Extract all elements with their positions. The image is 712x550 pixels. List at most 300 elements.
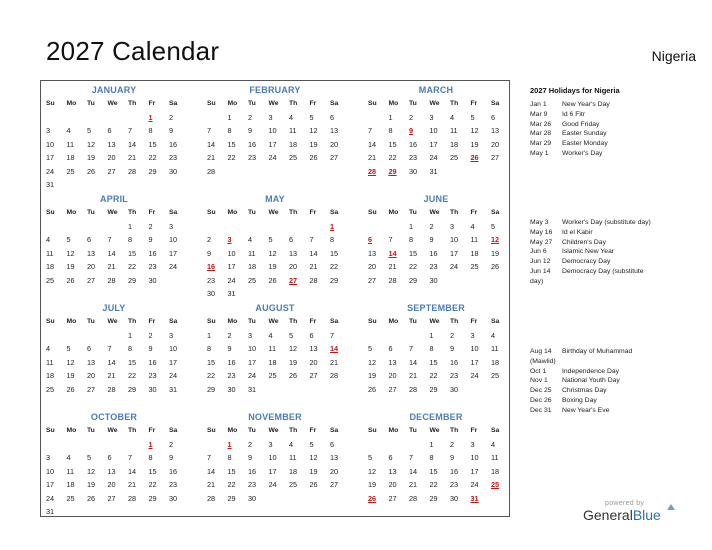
weekday-header: Fr: [148, 209, 156, 216]
weekday-header: Sa: [169, 318, 178, 325]
day: 2: [148, 330, 153, 340]
day: 2: [169, 112, 174, 122]
day: 16: [148, 248, 157, 258]
month-august: [205, 301, 345, 396]
weekday-header: Fr: [309, 209, 317, 216]
day: 24: [450, 262, 459, 271]
weekday-header: Fr: [148, 318, 156, 325]
weekday-header: Su: [46, 427, 55, 434]
weekday-header: Su: [46, 100, 55, 107]
holiday-date: day): [530, 277, 544, 285]
brand-part-blue: Blue: [632, 507, 661, 523]
day: 23: [248, 153, 257, 162]
day: 25: [268, 371, 277, 380]
day: 7: [388, 235, 393, 244]
weekday-header: Mo: [66, 100, 77, 107]
day: 7: [309, 235, 314, 244]
holiday-row: [530, 367, 700, 377]
weekday-header: Sa: [330, 100, 339, 107]
day: 11: [289, 126, 297, 135]
day: 30: [148, 384, 157, 394]
holiday-date: Jan 1: [530, 101, 547, 108]
day: 12: [66, 248, 75, 258]
blank-cell: [287, 220, 308, 234]
blank-cell: [44, 438, 65, 452]
day: 27: [87, 275, 96, 285]
brand-part-general: General: [583, 507, 633, 523]
day: 6: [330, 439, 335, 449]
weekday-header: Tu: [409, 209, 417, 216]
day: 24: [268, 480, 277, 489]
day: 16: [409, 139, 418, 149]
day: 13: [330, 126, 339, 135]
day-grid: [205, 206, 345, 301]
day: 2: [450, 330, 455, 340]
day: 10: [429, 126, 438, 135]
blank-cell: [205, 111, 226, 125]
day: 14: [309, 248, 318, 258]
weekday-header: Th: [128, 318, 137, 325]
day: 3: [268, 439, 273, 449]
holiday-date: Mar 28: [530, 130, 552, 138]
weekday-header: Fr: [470, 209, 478, 216]
day: 21: [207, 480, 216, 489]
day: 29: [227, 493, 236, 503]
day: 4: [66, 126, 71, 135]
month-name: MARCH: [418, 85, 454, 95]
day: 1: [429, 439, 434, 449]
weekday-header: Mo: [66, 427, 77, 434]
holiday-name: Children's Day: [562, 238, 606, 246]
holiday-day: 14: [330, 344, 339, 353]
holiday-day: 31: [470, 493, 479, 503]
day: 28: [309, 275, 318, 285]
day-grid: [205, 97, 345, 178]
day: 27: [107, 493, 116, 503]
day: 7: [409, 344, 414, 353]
day: 30: [450, 493, 459, 503]
day: 10: [46, 139, 55, 149]
weekday-header: Mo: [388, 318, 399, 325]
day: 17: [46, 480, 55, 489]
day: 17: [450, 248, 459, 258]
month-april: [44, 192, 184, 287]
month-november: [205, 410, 345, 505]
day: 5: [491, 221, 496, 231]
weekday-header: Su: [207, 209, 216, 216]
day: 10: [169, 344, 178, 353]
month-july: [44, 301, 184, 396]
day: 29: [409, 275, 418, 285]
day: 4: [289, 439, 294, 449]
weekday-header: Su: [46, 209, 55, 216]
holiday-row: [530, 277, 700, 287]
day: 21: [330, 357, 339, 367]
day: 15: [409, 248, 418, 258]
holiday-name: Id el Kabir: [562, 228, 593, 236]
day: 9: [169, 126, 174, 135]
weekday-header: Mo: [388, 209, 399, 216]
day: 17: [248, 357, 257, 367]
day: 1: [128, 221, 133, 231]
day: 30: [248, 493, 257, 503]
weekday-header: Su: [207, 318, 216, 325]
day: 25: [46, 275, 55, 285]
day: 11: [46, 248, 54, 258]
day: 6: [491, 112, 496, 122]
day: 18: [66, 480, 75, 489]
weekday-header: Th: [128, 209, 137, 216]
blank-cell: [106, 111, 127, 125]
weekday-header: Mo: [227, 100, 238, 107]
day: 3: [450, 221, 455, 231]
day: 22: [388, 153, 397, 162]
day: 22: [148, 153, 157, 162]
day: 16: [248, 139, 257, 149]
day: 2: [169, 439, 174, 449]
day: 20: [368, 262, 377, 271]
weekday-header: Tu: [87, 100, 95, 107]
day: 20: [289, 262, 298, 271]
day: 22: [409, 262, 418, 271]
day: 28: [409, 493, 418, 503]
day: 5: [66, 344, 71, 353]
day: 11: [450, 126, 458, 135]
weekday-header: Tu: [248, 318, 256, 325]
day: 7: [128, 453, 133, 462]
holiday-day: 16: [207, 262, 216, 271]
month-name: JULY: [102, 303, 126, 313]
day-grid: [366, 315, 506, 396]
holiday-row: [530, 120, 700, 130]
day: 15: [227, 139, 236, 149]
day-grid: [366, 97, 506, 178]
blank-cell: [387, 438, 408, 452]
weekday-header: Sa: [330, 427, 339, 434]
day: 9: [207, 248, 212, 258]
holiday-name: Id 6 Fitr: [562, 110, 586, 118]
holiday-date: (Mawlid): [530, 357, 556, 365]
day: 7: [409, 453, 414, 462]
holiday-list-q1: [530, 100, 700, 159]
day: 12: [289, 344, 298, 353]
holiday-name: New Year's Day: [562, 101, 610, 108]
day: 3: [169, 330, 174, 340]
day: 28: [107, 275, 116, 285]
day: 12: [268, 248, 277, 258]
day: 4: [46, 344, 51, 353]
day: 24: [268, 153, 277, 162]
day: 24: [470, 480, 479, 489]
day: 22: [429, 371, 438, 380]
day: 16: [450, 466, 459, 476]
day: 13: [368, 248, 377, 258]
day: 5: [309, 439, 314, 449]
day: 6: [107, 126, 112, 135]
holiday-row: [530, 376, 700, 386]
weekday-header: Su: [207, 427, 216, 434]
day: 15: [148, 139, 157, 149]
day: 15: [330, 248, 339, 258]
holiday-date: May 3: [530, 219, 549, 226]
weekday-header: Mo: [227, 318, 238, 325]
day: 25: [470, 262, 479, 271]
blank-cell: [205, 220, 226, 234]
day: 14: [107, 248, 116, 258]
month-name: OCTOBER: [90, 412, 138, 422]
day: 19: [289, 357, 298, 367]
weekday-header: Sa: [169, 427, 178, 434]
blank-cell: [387, 220, 408, 234]
day: 17: [429, 139, 438, 149]
blank-cell: [65, 111, 86, 125]
day: 12: [470, 126, 479, 135]
day: 22: [227, 153, 236, 162]
day: 8: [227, 126, 232, 135]
day: 17: [470, 357, 479, 367]
day: 27: [388, 493, 397, 503]
day: 27: [107, 166, 116, 176]
month-name: FEBRUARY: [249, 85, 301, 95]
holiday-day: 29: [388, 166, 397, 176]
day: 16: [248, 466, 257, 476]
day: 20: [330, 466, 339, 476]
day: 14: [368, 139, 377, 149]
country-label: Nigeria: [651, 48, 696, 64]
day: 19: [66, 371, 75, 380]
holiday-name: Democracy Day (substitute: [562, 267, 644, 275]
month-name: SEPTEMBER: [407, 303, 465, 313]
day: 30: [450, 384, 459, 394]
day: 23: [148, 262, 157, 271]
day: 1: [429, 330, 434, 340]
holiday-day: 1: [148, 112, 153, 122]
day: 2: [248, 112, 253, 122]
day: 2: [409, 112, 414, 122]
day: 25: [450, 153, 459, 162]
day: 26: [491, 262, 500, 271]
day: 10: [227, 248, 236, 258]
day: 31: [46, 507, 55, 516]
day: 16: [429, 248, 438, 258]
day: 27: [330, 480, 339, 489]
weekday-header: We: [107, 209, 118, 216]
day: 14: [128, 139, 137, 149]
day: 16: [169, 139, 178, 149]
day: 18: [46, 262, 55, 271]
day: 18: [289, 466, 298, 476]
day: 18: [289, 139, 298, 149]
weekday-header: Mo: [388, 100, 399, 107]
day: 2: [207, 235, 212, 244]
day: 18: [66, 153, 75, 162]
blank-cell: [226, 220, 247, 234]
holiday-date: Nov 1: [530, 377, 548, 385]
weekday-header: We: [429, 100, 440, 107]
weekday-header: Th: [450, 209, 459, 216]
day: 25: [491, 371, 500, 380]
day: 7: [330, 330, 335, 340]
day: 17: [470, 466, 479, 476]
weekday-header: Fr: [309, 318, 317, 325]
day: 11: [248, 248, 256, 258]
day: 25: [66, 166, 75, 176]
generalblue-logo[interactable]: [583, 500, 673, 523]
holiday-row: [530, 238, 700, 248]
day: 29: [207, 384, 216, 394]
weekday-header: Tu: [248, 209, 256, 216]
day: 13: [87, 357, 96, 367]
holiday-name: Boxing Day: [562, 396, 597, 404]
day: 4: [46, 235, 51, 244]
day: 22: [227, 480, 236, 489]
day: 8: [207, 344, 212, 353]
month-february: [205, 83, 345, 178]
blank-cell: [65, 220, 86, 234]
day: 24: [227, 275, 236, 285]
day: 30: [409, 166, 418, 176]
holiday-day: 26: [470, 153, 479, 162]
day: 23: [148, 371, 157, 380]
holiday-row: [530, 257, 700, 267]
holiday-name: Birthday of Muhammad: [562, 348, 633, 355]
day: 31: [169, 384, 178, 394]
day: 3: [268, 112, 273, 122]
day: 14: [128, 466, 137, 476]
holiday-name: Worker's Day: [562, 149, 603, 157]
day: 10: [450, 235, 459, 244]
day: 22: [429, 480, 438, 489]
day: 20: [388, 480, 397, 489]
day: 8: [388, 126, 393, 135]
holiday-date: Oct 1: [530, 367, 547, 375]
day: 8: [128, 235, 133, 244]
weekday-header: Th: [450, 318, 459, 325]
day: 26: [309, 480, 318, 489]
weekday-header: Sa: [330, 318, 339, 325]
day: 13: [388, 357, 397, 367]
day: 25: [248, 275, 257, 285]
holiday-date: Jun 12: [530, 258, 551, 266]
day: 11: [268, 344, 277, 353]
month-september: [366, 301, 506, 396]
day: 28: [207, 166, 216, 176]
holiday-list-q3: [530, 347, 700, 416]
day: 4: [248, 235, 253, 244]
day: 11: [289, 453, 297, 462]
weekday-header: We: [268, 100, 279, 107]
day-grid: [44, 424, 184, 519]
holiday-row: [530, 396, 700, 406]
blank-cell: [65, 438, 86, 452]
day: 6: [87, 235, 92, 244]
day: 9: [148, 235, 153, 244]
day: 25: [66, 493, 75, 503]
weekday-header: We: [107, 427, 118, 434]
day: 20: [107, 480, 116, 489]
holiday-date: Dec 25: [530, 387, 552, 395]
holiday-name: Good Friday: [562, 120, 600, 128]
day: 13: [388, 466, 397, 476]
day: 6: [388, 453, 393, 462]
day: 27: [388, 384, 397, 394]
day: 20: [491, 139, 500, 149]
day: 18: [491, 466, 500, 476]
blank-cell: [366, 111, 387, 125]
day: 19: [309, 139, 318, 149]
day: 26: [66, 275, 75, 285]
day: 20: [309, 357, 318, 367]
day-grid: [366, 206, 506, 287]
weekday-header: Th: [289, 100, 298, 107]
day: 29: [429, 493, 438, 503]
weekday-header: Mo: [388, 427, 399, 434]
day: 14: [409, 357, 418, 367]
day: 9: [248, 453, 253, 462]
day: 4: [491, 439, 496, 449]
day: 4: [268, 330, 273, 340]
day: 4: [470, 221, 475, 231]
day-grid: [44, 315, 184, 396]
weekday-header: We: [429, 209, 440, 216]
day: 5: [289, 330, 294, 340]
weekday-header: Su: [368, 427, 377, 434]
day: 18: [248, 262, 257, 271]
day: 26: [66, 384, 75, 394]
day: 12: [66, 357, 75, 367]
day: 24: [470, 371, 479, 380]
weekday-header: Su: [368, 100, 377, 107]
weekday-header: Tu: [87, 209, 95, 216]
day: 4: [491, 330, 496, 340]
day: 26: [268, 275, 277, 285]
holiday-date: May 1: [530, 149, 549, 157]
day: 24: [429, 153, 438, 162]
day: 21: [207, 153, 216, 162]
blank-cell: [308, 220, 329, 234]
holiday-date: Mar 29: [530, 140, 552, 148]
day: 25: [46, 384, 55, 394]
day: 28: [330, 371, 339, 380]
day: 14: [409, 466, 418, 476]
holiday-date: May 16: [530, 228, 553, 236]
day: 22: [128, 371, 137, 380]
weekday-header: Mo: [227, 209, 238, 216]
day: 31: [248, 384, 257, 394]
day: 3: [46, 453, 51, 462]
weekday-header: We: [429, 427, 440, 434]
day: 28: [409, 384, 418, 394]
day: 2: [429, 221, 434, 231]
day: 31: [429, 166, 438, 176]
day: 29: [148, 166, 157, 176]
day: 7: [207, 453, 212, 462]
holiday-row: [530, 129, 700, 139]
holiday-date: Jun 6: [530, 248, 547, 256]
holiday-row: [530, 247, 700, 257]
day: 29: [429, 384, 438, 394]
day: 18: [450, 139, 459, 149]
holiday-row: [530, 218, 700, 228]
day: 25: [289, 480, 298, 489]
holiday-day: 26: [368, 493, 377, 503]
day: 13: [107, 466, 116, 476]
day: 30: [207, 289, 216, 298]
blank-cell: [246, 220, 267, 234]
day: 11: [66, 466, 75, 476]
blank-cell: [106, 329, 127, 343]
day: 23: [169, 480, 178, 489]
